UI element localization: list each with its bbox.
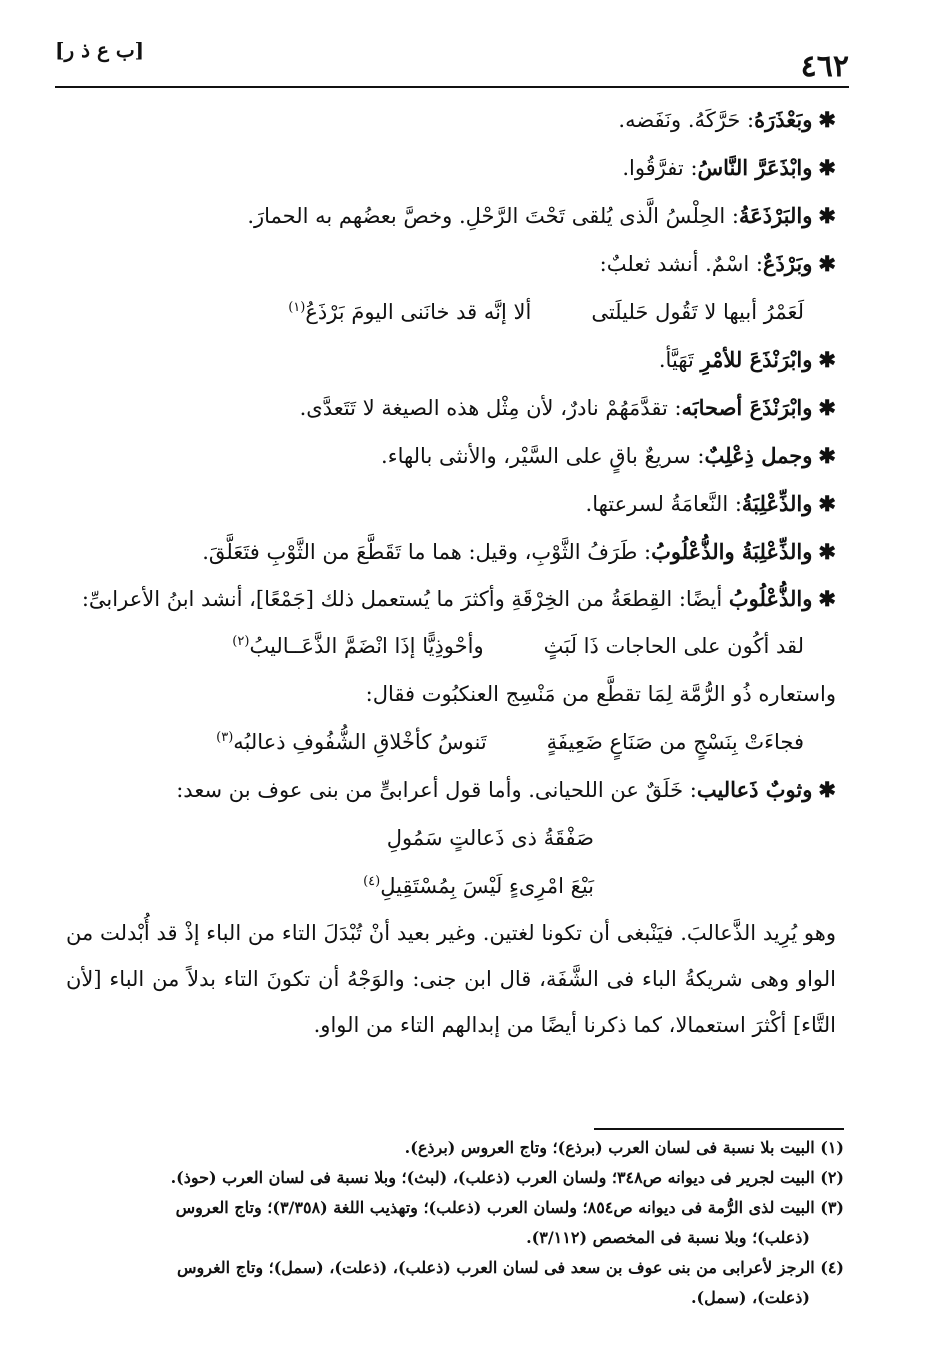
- verse-first-hemistich: لَعَمْرُ أبيها لا تَقُول حَليلَتى: [591, 300, 804, 324]
- footnote-number: (١): [820, 1138, 844, 1157]
- verse-second-text: تَنوسُ كأخْلاقِ الشُّفُوفِ ذعالبُه: [233, 730, 487, 754]
- entry-headword: وابْذَعَرَّ النَّاسُ: [697, 155, 813, 180]
- entry: [66, 384, 844, 432]
- verse-first-hemistich: فجاءَتْ بِنَسْجٍ من صَنَاعٍ ضَعِيفَةٍ: [546, 730, 804, 754]
- verse-first-hemistich: لقد أكُون على الحاجات ذَا لَبَثٍ: [543, 634, 804, 658]
- asterisk-icon: ✱: [818, 539, 836, 564]
- entry: [66, 144, 844, 192]
- footnote-text: البيت بلا نسبة فى لسان العرب (برذع)؛ وتاج العروس (برذع).: [404, 1138, 815, 1157]
- poetry-verse: [66, 622, 844, 670]
- text-line: واستعاره ذُو الرُّمَّة لِمَا تقطَّع من مَنْسِج العنكبُوت فقال:: [365, 682, 836, 706]
- entry: [66, 240, 844, 288]
- entry: [66, 96, 844, 144]
- entry-definition: : النَّعامَةُ لسرعتها.: [585, 492, 742, 516]
- footnote-ref: (٣): [216, 730, 234, 745]
- footnote: [66, 1163, 844, 1193]
- closing-paragraph: وهو يُرِيد الذَّعالبَ. فيَنْبغى أن تكونا لغتين. وغير بعيد أنْ تُبْدَلَ التاء من الباء إذْ قد أُبْدلت من الواو وهى شريكةُ الباء فى الشَّفَة، قال ابن جنى: والوَجْهُ أن تكونَ التاء بدلاً من الباء [لأن التَّاء] أكْثرَ استعمالا، كما ذكرنا أيضًا من إبدالهم التاء من الواو.: [66, 921, 836, 1037]
- asterisk-icon: ✱: [818, 491, 836, 516]
- verse-second-hemistich: [288, 288, 531, 336]
- poetry-verse: [66, 288, 844, 336]
- entry-headword: وابْرَنْذَعَ للأمْرِ: [700, 347, 813, 372]
- poetry-verse: [66, 718, 844, 766]
- asterisk-icon: ✱: [818, 777, 836, 802]
- footnote-number: (٤): [820, 1258, 844, 1277]
- verse-second-text: ألا إنَّه قد خانَنى اليومَ بَرْذَعُ: [305, 300, 532, 324]
- verse-second-hemistich: [216, 718, 487, 766]
- entry: [66, 528, 844, 576]
- entry: [66, 336, 844, 384]
- rajaz-text: بَيْعَ امْرِىءٍ لَيْسَ بِمُسْتَقِيلِ: [380, 874, 594, 898]
- footnote-text: الرجز لأعرابى من بنى عوف بن سعد فى لسان العرب (ذعلب)، (ذعلت)، (سمل)؛ وتاج الغروس: [177, 1258, 815, 1277]
- entry-definition: أيضًا: القِطعَةُ من الخِرْقَةِ وأكثرَ ما يُستعمل ذلك [جَمْعًا]، أنشد ابنُ الأعرابىِّ:: [81, 587, 729, 611]
- entry-headword: وابْرَنْذَعَ أصحابَه: [681, 395, 813, 420]
- entry: [66, 480, 844, 528]
- verse-second-text: وأحْوذِيًّا إذَا انْضَمَّ الذَّعَــاليبُ: [249, 634, 484, 658]
- footnote-continuation: (ذعلب)؛ وبلا نسبة فى المخصص (٣/١١٢).: [526, 1228, 810, 1247]
- entry-headword: والذِّعْلِبَةُ: [741, 491, 813, 516]
- verse-second-hemistich: [232, 622, 483, 670]
- entry-definition: تَهَيَّأ.: [658, 348, 701, 372]
- entry-headword: وثوبٌ ذَعاليب: [696, 777, 813, 802]
- asterisk-icon: ✱: [818, 347, 836, 372]
- main-text: [66, 96, 844, 1048]
- footnote: [66, 1193, 844, 1223]
- entry-headword: والذُّعْلُوبُ: [728, 586, 813, 611]
- footnote-number: (٢): [820, 1168, 844, 1187]
- entry: [66, 576, 844, 622]
- rajaz-line: صَفْقَةُ ذى ذَعالتٍ سَمُولِ: [386, 826, 594, 850]
- asterisk-icon: ✱: [818, 155, 836, 180]
- entry-definition: : سريعٌ باقٍ على السَّيْر، والأنثى بالهاء.: [381, 444, 705, 468]
- entry-headword: والذِّعْلِبَةُ والذُّعْلُوبُ: [651, 539, 813, 564]
- entry: [66, 766, 844, 814]
- entry-headword: وبَرْذَعٌ: [762, 251, 813, 276]
- entry-headword: والبَرْذَعَةُ: [738, 203, 813, 228]
- footnote-ref: (٢): [232, 634, 250, 649]
- footnote: [66, 1133, 844, 1163]
- footnote-number: (٣): [820, 1198, 844, 1217]
- asterisk-icon: ✱: [818, 107, 836, 132]
- entry-definition: : تفرَّقُوا.: [622, 156, 698, 180]
- entry-definition: : تقدَّمَهُمْ نادرٌ، لأن مِثْل هذه الصيغة لا تَتَعدَّى.: [299, 396, 682, 420]
- asterisk-icon: ✱: [818, 586, 836, 611]
- asterisk-icon: ✱: [818, 203, 836, 228]
- footnote-ref: (١): [288, 300, 306, 315]
- entry: [66, 432, 844, 480]
- footnote-ref: (٤): [363, 874, 381, 889]
- page-number: ٤٦٢: [800, 49, 849, 84]
- footnote-text: البيت لجرير فى ديوانه ص٣٤٨؛ ولسان العرب (ذعلب)، (لبث)؛ وبلا نسبة فى لسان العرب (حوذ).: [170, 1168, 815, 1187]
- entry-definition: : خَلَقٌ عن اللحيانى. وأما قول أعرابىٍّ من بنى عوف بن سعد:: [176, 778, 697, 802]
- footnote-divider: [594, 1128, 844, 1130]
- asterisk-icon: ✱: [818, 251, 836, 276]
- entry: [66, 192, 844, 240]
- rajaz-line: [66, 862, 844, 910]
- entry-definition: : اسْمٌ. أنشد ثعلبٌ:: [599, 252, 763, 276]
- entry-definition: : طَرَفُ الثَّوْبِ، وقيل: هما ما تَقَطَّعَ من الثَّوْبِ فتَعَلَّقَ.: [202, 540, 652, 564]
- entry-headword: وبَعْذَرَهُ: [754, 107, 813, 132]
- asterisk-icon: ✱: [818, 395, 836, 420]
- asterisk-icon: ✱: [818, 443, 836, 468]
- footnote-continuation: (ذعلت)، (سمل).: [690, 1288, 810, 1307]
- footnote: [66, 1253, 844, 1283]
- entry-definition: : الحِلْسُ الَّذى يُلقى تَحْتَ الرَّحْلِ. وخصَّ بعضُهم به الحمارَ.: [247, 204, 739, 228]
- entry-definition: : حَرَّكَهُ. ونَفَضه.: [618, 108, 755, 132]
- footnote-text: البيت لذى الرُّمة فى ديوانه ص٨٥٤؛ ولسان العرب (ذعلب)؛ وتهذيب اللغة (٣/٣٥٨)؛ وتاج العروس: [175, 1198, 815, 1217]
- entry-headword: وجمل ذِعْلِبٌ: [704, 443, 813, 468]
- page-header: [55, 30, 849, 88]
- footnotes: [66, 1133, 844, 1313]
- running-head: [ب ع ذ ر]: [55, 38, 145, 62]
